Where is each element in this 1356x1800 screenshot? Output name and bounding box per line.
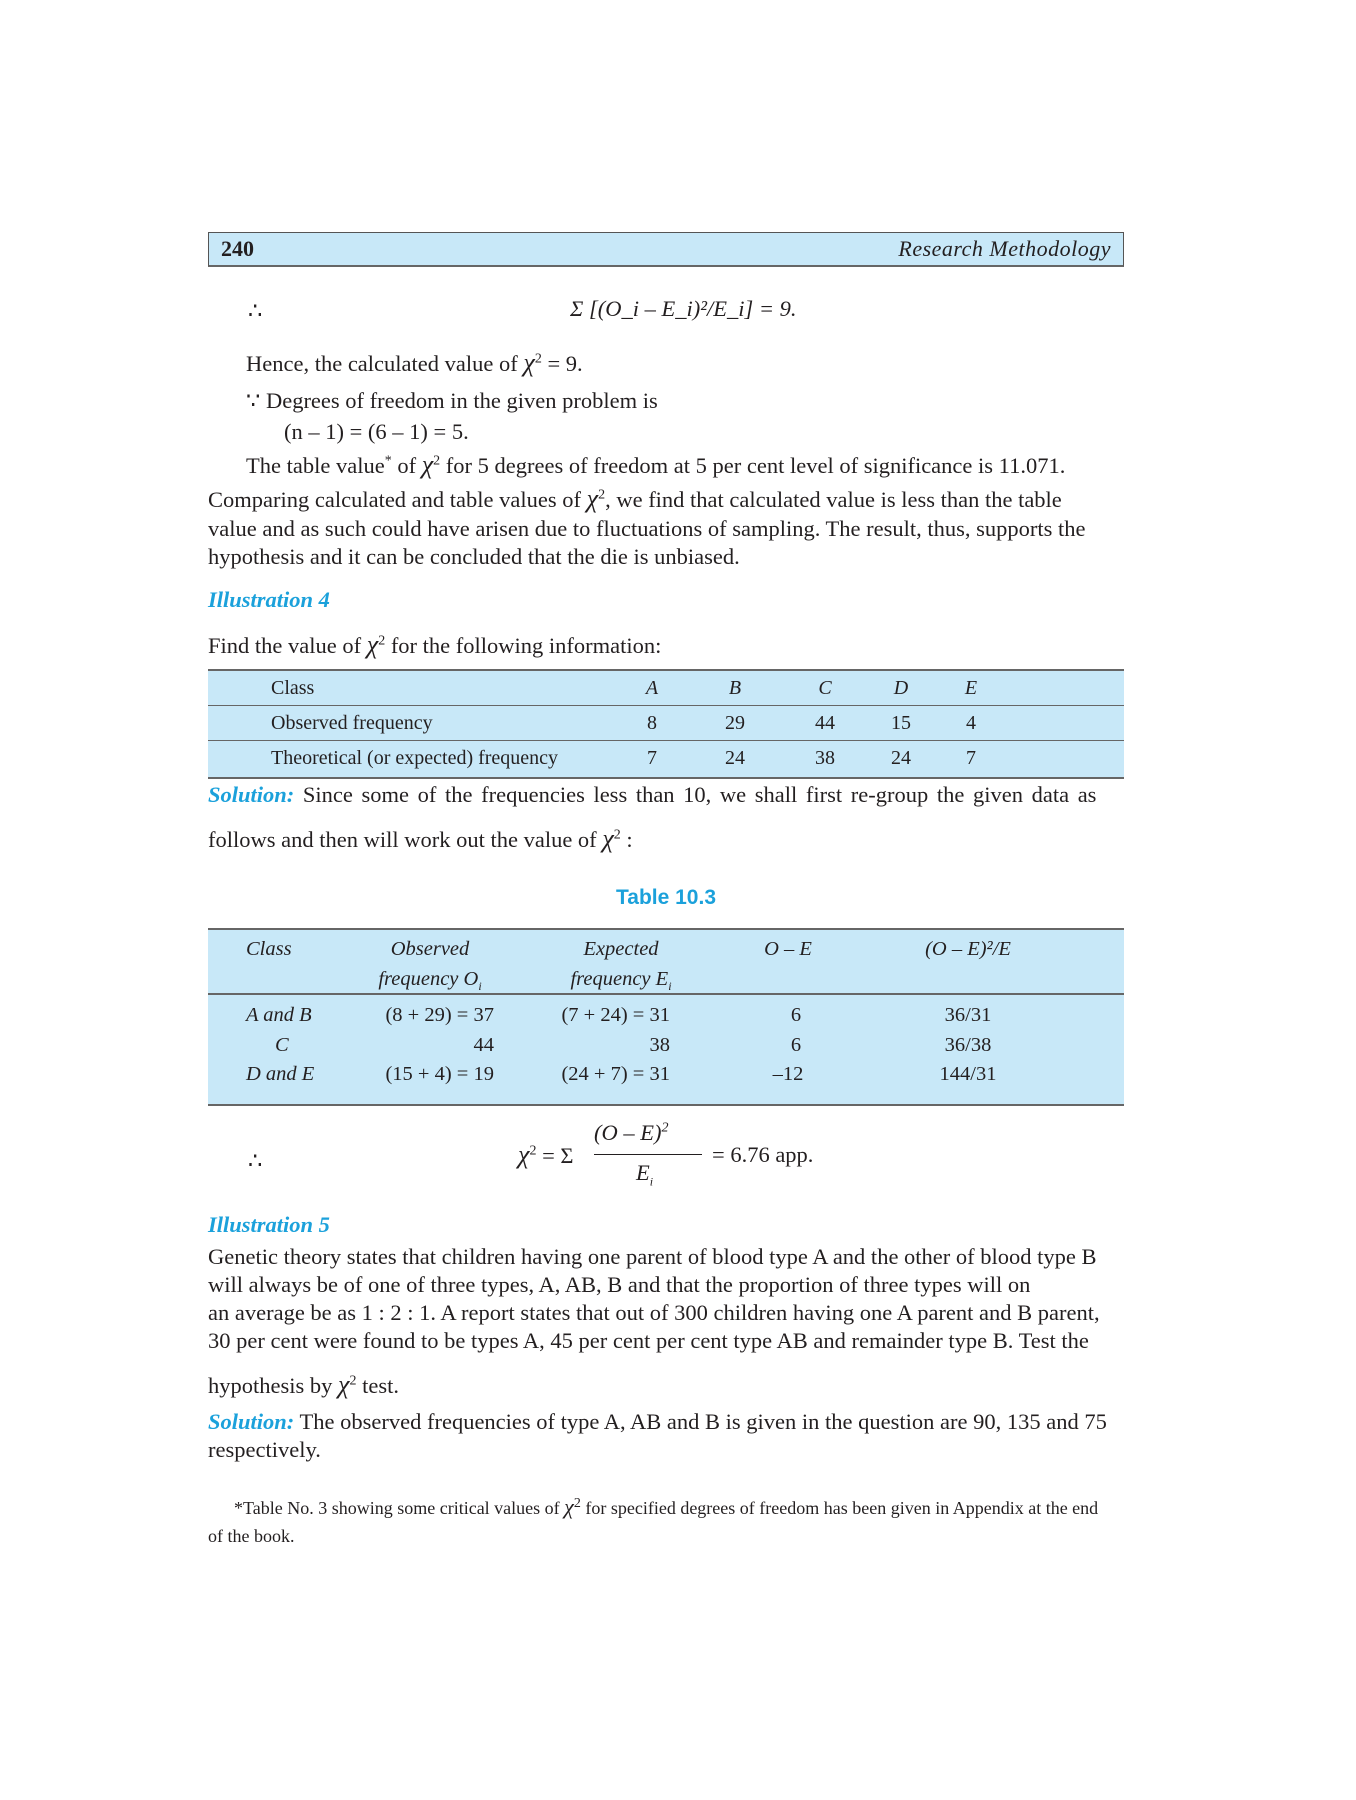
- solution-4-line2: follows and then will work out the value of $\chi^2$ :: [208, 824, 633, 853]
- chi-symbol: χ: [338, 1370, 350, 1399]
- cell: 24: [891, 747, 911, 769]
- cell: (8 + 29) = 37: [385, 1004, 494, 1026]
- cell: (7 + 24) = 31: [561, 1004, 670, 1026]
- illustration-5-line: Genetic theory states that children having one parent of blood type A and the other of blood type B: [208, 1244, 1097, 1269]
- page-number: 240: [221, 236, 254, 261]
- illustration-5-line: an average be as 1 : 2 : 1. A report states that out of 300 children having one A parent and B parent,: [208, 1300, 1100, 1325]
- text: = Σ: [542, 1143, 574, 1168]
- cell: B: [728, 677, 742, 699]
- table-caption: Table 10.3: [616, 886, 716, 909]
- cell: 29: [725, 712, 745, 734]
- denominator: $E_i$: [636, 1160, 654, 1189]
- cell: 6: [790, 1034, 802, 1056]
- dof-line: [246, 388, 658, 414]
- cell: D: [893, 677, 909, 699]
- text: hypothesis by: [208, 1373, 333, 1398]
- text: for the following information:: [390, 633, 662, 658]
- chi-symbol: χ: [564, 1494, 574, 1519]
- solution-label: Solution:: [208, 782, 295, 807]
- therefore-symbol: ∴: [248, 298, 263, 323]
- chi-symbol: χ: [586, 484, 599, 513]
- solution-label: Solution:: [208, 1409, 295, 1434]
- cell: 36/38: [944, 1034, 992, 1056]
- table-row: [208, 741, 1124, 775]
- column-header: O – E: [764, 938, 812, 960]
- illustration-5-line: will always be of one of three types, A, AB, B and that the proportion of three types will on: [208, 1272, 1031, 1297]
- cell: –12: [772, 1063, 804, 1085]
- row-label: Class: [271, 677, 315, 699]
- table-row: [208, 706, 1124, 741]
- cell: D and E: [246, 1063, 315, 1085]
- cell: 36/31: [944, 1004, 992, 1026]
- fraction-bar: [594, 1154, 702, 1155]
- text: for specified degrees of freedom has been given in Appendix at the end: [585, 1498, 1099, 1518]
- solution-5-line1: [208, 1409, 1107, 1435]
- solution-4-line1: [208, 782, 1124, 808]
- cell: 38: [649, 1034, 670, 1056]
- equation-sum: Σ [(O_i – E_i)²/E_i] = 9.: [570, 296, 797, 321]
- para1-line2: Comparing calculated and table values of $\chi^2$, we find that calculated value is less than the table: [208, 484, 1062, 513]
- cell: 8: [647, 712, 657, 734]
- illustration-5-line: 30 per cent were found to be types A, 45 per cent per cent type AB and remainder type B. Test the: [208, 1328, 1089, 1353]
- text: Comparing calculated and table values of: [208, 487, 581, 512]
- hence-line: Hence, the calculated value of $\chi^2 = 9$.: [246, 348, 583, 377]
- text: of: [397, 453, 417, 478]
- text: follows and then will work out the value of: [208, 827, 597, 852]
- cell: 44: [815, 712, 835, 734]
- dof-calc: (n – 1) = (6 – 1) = 5.: [284, 419, 469, 444]
- text: The observed frequencies of type A, AB and B is given in the question are 90, 135 and 75: [299, 1409, 1107, 1434]
- column-header: Class: [246, 938, 292, 960]
- column-header: frequency $E_i$: [570, 968, 672, 994]
- solution-5-line2: respectively.: [208, 1437, 321, 1462]
- text: :: [626, 827, 633, 852]
- text: The table value: [246, 453, 385, 478]
- cell: A and B: [246, 1004, 312, 1026]
- cell: 144/31: [939, 1063, 997, 1085]
- illustration-4-prompt: Find the value of $\chi^2$ for the following information:: [208, 630, 662, 659]
- cell: C: [275, 1034, 289, 1056]
- column-header: Observed: [390, 938, 470, 960]
- column-header: Expected: [583, 938, 659, 960]
- chi-symbol: χ: [523, 348, 535, 377]
- table-row: [208, 671, 1124, 706]
- frequency-table: [208, 669, 1124, 779]
- hence-value: = 9.: [547, 351, 583, 376]
- text: *Table No. 3 showing some critical values of: [234, 1498, 560, 1518]
- para1-line3: value and as such could have arisen due to fluctuations of sampling. The result, thus, supports the: [208, 516, 1086, 541]
- text: for 5 degrees of freedom at 5 per cent level of significance is 11.071.: [445, 453, 1066, 478]
- cell: 4: [966, 712, 976, 734]
- footnote-line2: of the book.: [208, 1526, 295, 1546]
- cell: 7: [966, 747, 976, 769]
- formula-result: = 6.76 app.: [712, 1142, 814, 1167]
- para1-line1: The table value* of $\chi^2$ for 5 degrees of freedom at 5 per cent level of significance is 11.071.: [246, 450, 1066, 479]
- cell: 38: [815, 747, 835, 769]
- chi-symbol: χ: [602, 824, 614, 853]
- chi-symbol: χ: [518, 1140, 530, 1169]
- cell: 7: [647, 747, 657, 769]
- illustration-4-heading: Illustration 4: [208, 587, 330, 612]
- column-header: frequency $O_i$: [378, 968, 482, 994]
- illustration-5-heading: Illustration 5: [208, 1212, 330, 1237]
- chi-symbol: χ: [421, 450, 434, 479]
- footnote-line1: *Table No. 3 showing some critical values of $\chi^2$ for specified degrees of freedom has been given in Appendix at the end: [234, 1494, 1099, 1519]
- text: test.: [362, 1373, 399, 1398]
- cell: A: [645, 677, 659, 699]
- cell: 44: [473, 1034, 494, 1056]
- row-label: Theoretical (or expected) frequency: [271, 747, 559, 769]
- therefore-symbol: ∴: [248, 1148, 263, 1173]
- footnote-mark: *: [384, 453, 392, 469]
- illustration-5-line: hypothesis by $\chi^2$ test.: [208, 1370, 399, 1399]
- book-title: Research Methodology: [898, 236, 1111, 261]
- table-10-3: [208, 928, 1124, 1106]
- running-header: [208, 232, 1124, 267]
- cell: 24: [725, 747, 745, 769]
- row-label: Observed frequency: [271, 712, 433, 734]
- text: Since some of the frequencies less than 10, we shall first re-group the given data as: [302, 782, 1097, 807]
- cell: E: [964, 677, 978, 699]
- cell: (24 + 7) = 31: [561, 1063, 670, 1085]
- cell: (15 + 4) = 19: [385, 1063, 494, 1085]
- text: Find the value of: [208, 633, 362, 658]
- text: , we find that calculated value is less than the table: [605, 487, 1062, 512]
- chi-symbol: χ: [366, 630, 379, 659]
- cell: C: [818, 677, 832, 699]
- cell: 6: [790, 1004, 802, 1026]
- hence-text: Hence, the calculated value of: [246, 351, 518, 376]
- column-header: (O – E)²/E: [925, 938, 1011, 960]
- numerator: (O – E)$^2$: [594, 1120, 669, 1145]
- because-symbol: ∵: [246, 388, 261, 413]
- para1-line4: hypothesis and it can be concluded that the die is unbiased.: [208, 544, 740, 569]
- cell: 15: [891, 712, 911, 734]
- dof-text: Degrees of freedom in the given problem is: [265, 388, 658, 413]
